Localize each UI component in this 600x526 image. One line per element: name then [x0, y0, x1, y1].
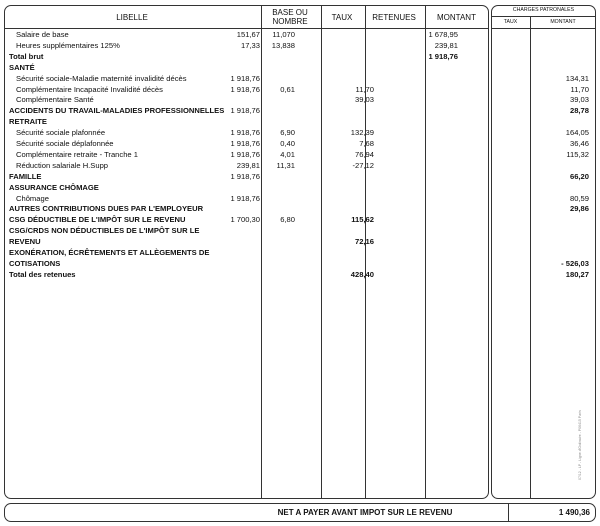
row-label: Complémentaire Incapacité Invalidité décès	[16, 84, 163, 94]
row-taux: 6,80	[280, 215, 295, 225]
row-employer-amount: 11,70	[570, 84, 589, 94]
row-retenues: 428,40	[350, 269, 374, 279]
row-label: AUTRES CONTRIBUTIONS DUES PAR L'EMPLOYEUR	[9, 204, 204, 214]
row-label: Chômage	[16, 193, 49, 203]
table-row	[0, 258, 600, 269]
header-retenues: RETENUES	[372, 13, 416, 22]
row-label: FAMILLE	[9, 171, 42, 181]
row-employer-amount: 115,32	[566, 149, 589, 159]
table-row	[0, 40, 600, 51]
row-employer-amount: 164,05	[565, 128, 589, 138]
row-label: CSG DÉDUCTIBLE DE L'IMPÔT SUR LE REVENU	[9, 215, 186, 225]
table-row	[0, 214, 600, 225]
row-taux: 6,90	[280, 128, 295, 138]
row-base: 151,67	[236, 30, 260, 39]
side-printer-code: 07/12 - LP - Ligne d'Ordinaire - P06415 Paris	[578, 410, 582, 480]
row-label: ASSURANCE CHÔMAGE	[9, 182, 99, 192]
row-base: 1 918,76	[230, 73, 260, 83]
row-base: 1 700,30	[230, 215, 260, 225]
row-base: 239,81	[236, 160, 260, 170]
row-base: 17,33	[240, 40, 260, 50]
net-to-pay-value: 1 490,36	[558, 508, 590, 517]
table-row	[0, 247, 600, 258]
row-label: Complémentaire retraite - Tranche 1	[16, 149, 138, 159]
net-divider	[508, 504, 509, 521]
table-row	[0, 138, 600, 149]
header-charges-taux: TAUX	[503, 19, 518, 25]
row-base: 1 918,76	[230, 106, 260, 116]
table-row	[0, 149, 600, 160]
row-employer-amount: 180,27	[565, 269, 589, 279]
row-retenues: 132,39	[350, 128, 374, 138]
row-taux: 11,070	[272, 30, 295, 39]
header-charges-patronales: CHARGES PATRONALES	[512, 7, 575, 13]
table-row	[0, 73, 600, 84]
row-retenues: 72,16	[354, 237, 374, 247]
row-label: Total brut	[9, 51, 44, 61]
row-employer-amount: 29,86	[569, 204, 589, 214]
row-label: RETRAITE	[9, 117, 47, 127]
row-label: CSG/CRDS NON DÉDUCTIBLES DE L'IMPÔT SUR LE	[9, 226, 200, 236]
row-label: Heures supplémentaires 125%	[16, 40, 120, 50]
net-to-pay-label: NET A PAYER AVANT IMPOT SUR LE REVENU	[277, 508, 453, 517]
row-montant: 1 918,76	[428, 51, 458, 61]
table-row	[0, 51, 600, 62]
row-employer-amount: 134,31	[565, 73, 589, 83]
row-montant: 239,81	[434, 40, 458, 50]
table-row	[0, 127, 600, 138]
row-base: 1 918,76	[230, 193, 260, 203]
row-label: Total des retenues	[9, 269, 76, 279]
row-retenues: 39,03	[354, 95, 374, 105]
table-row	[0, 105, 600, 116]
row-label: Sécurité sociale déplafonnée	[16, 139, 114, 148]
row-taux: 13,838	[271, 40, 295, 50]
table-row	[0, 62, 600, 73]
row-montant: 1 678,95	[428, 30, 458, 39]
row-label: Complémentaire Santé	[16, 95, 94, 105]
table-row	[0, 225, 600, 236]
table-row	[0, 160, 600, 171]
row-label: REVENU	[9, 237, 41, 247]
row-base: 1 918,76	[230, 149, 260, 159]
header-base: BASE OU NOMBRE	[272, 8, 308, 26]
row-retenues: 7,68	[359, 139, 374, 148]
row-label: COTISATIONS	[9, 258, 61, 268]
row-retenues: 76,94	[354, 149, 374, 159]
header-libelle: LIBELLE	[116, 13, 148, 22]
row-base: 1 918,76	[230, 171, 260, 181]
table-row	[0, 182, 600, 193]
table-row	[0, 193, 600, 204]
row-label: Réduction salariale H.Supp	[16, 160, 109, 170]
table-row	[0, 171, 600, 182]
row-base: 1 918,76	[230, 84, 260, 94]
row-employer-amount: 66,20	[569, 171, 589, 181]
row-base: 1 918,76	[230, 139, 260, 148]
row-employer-amount: 39,03	[569, 95, 589, 105]
row-taux: 4,01	[280, 149, 295, 159]
row-label: EXONÉRATION, ÉCRÊTEMENTS ET ALLÈGEMENTS DE	[9, 248, 210, 257]
row-employer-amount: 36,46	[569, 139, 589, 148]
row-label: Sécurité sociale-Maladie maternité invalidité décès	[16, 73, 187, 83]
header-charges-montant: MONTANT	[550, 19, 576, 25]
charges-header-underline	[492, 16, 595, 17]
row-retenues: 11,70	[355, 84, 374, 94]
row-base: 1 918,76	[230, 128, 260, 138]
header-taux: TAUX	[331, 13, 353, 22]
table-row	[0, 269, 600, 280]
row-label: ACCIDENTS DU TRAVAIL-MALADIES PROFESSIONNELLES	[9, 106, 225, 116]
row-retenues: 115,62	[351, 215, 374, 225]
row-retenues: -27,12	[352, 160, 374, 170]
table-row	[0, 236, 600, 247]
row-taux: 0,40	[280, 139, 295, 148]
table-row	[0, 116, 600, 127]
row-label: Salaire de base	[16, 30, 69, 39]
table-row	[0, 29, 600, 40]
row-taux: 0,61	[280, 84, 295, 94]
table-row	[0, 203, 600, 214]
table-row	[0, 94, 600, 105]
row-taux: 11,31	[276, 160, 295, 170]
row-employer-amount: 80,59	[569, 193, 589, 203]
row-label: SANTÉ	[9, 62, 35, 72]
header-montant: MONTANT	[437, 13, 476, 22]
row-employer-amount: 28,78	[569, 106, 589, 116]
table-row	[0, 84, 600, 95]
row-employer-amount: - 526,03	[561, 258, 589, 268]
row-label: Sécurité sociale plafonnée	[16, 128, 106, 138]
